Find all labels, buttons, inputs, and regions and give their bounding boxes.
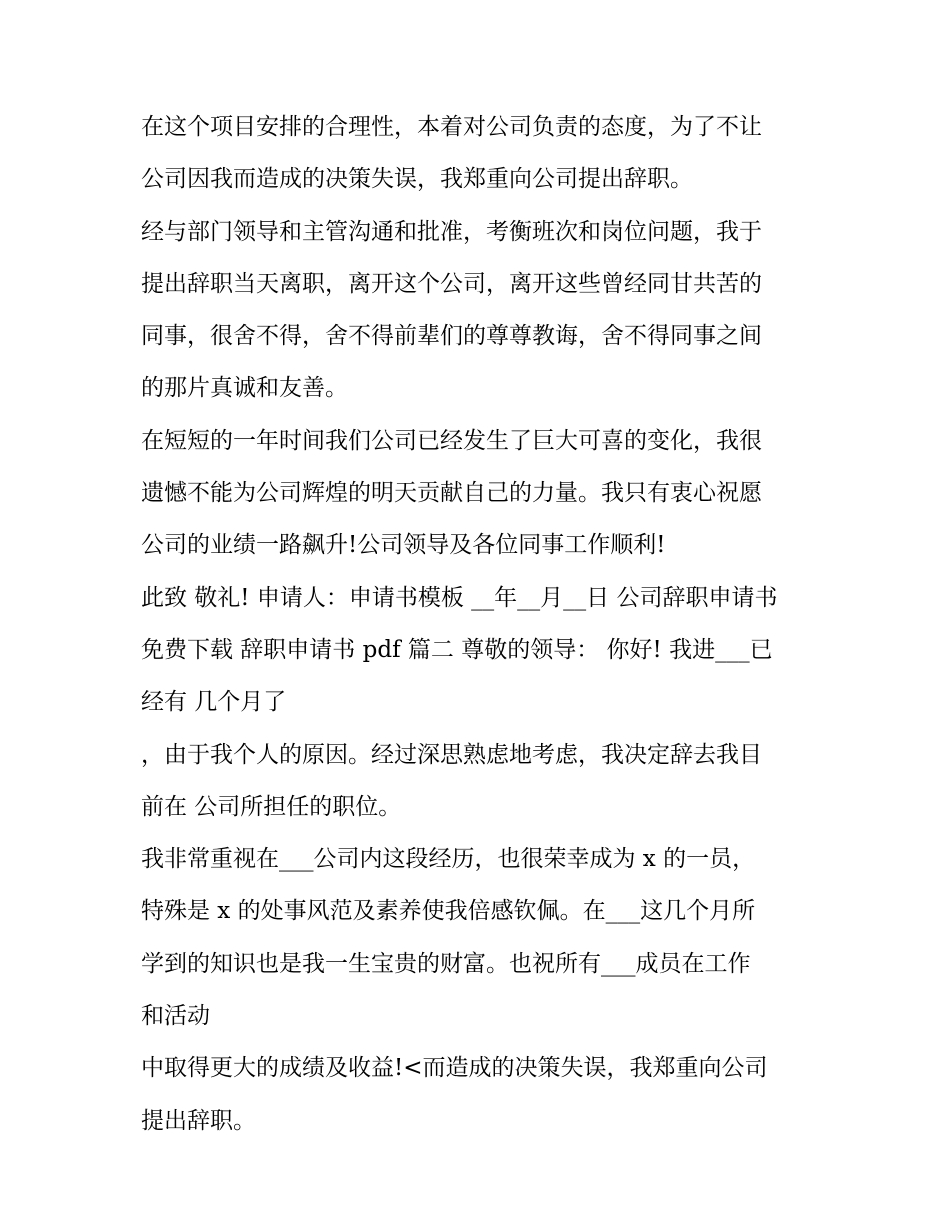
- text-line: 在这个项目安排的合理性，本着对公司负责的态度，为了不让: [141, 114, 762, 140]
- text-line: 我非常重视在___公司内这段经历，也很荣幸成为 x 的一员，: [141, 846, 756, 873]
- text-line: 前在 公司所担任的职位。: [141, 793, 402, 820]
- text-line: 公司因我而造成的决策失误，我郑重向公司提出辞职。: [141, 166, 693, 193]
- text-line: 提出辞职当天离职，离开这个公司，离开这些曾经同甘共苦的: [141, 270, 762, 297]
- text-line: ，由于我个人的原因。经过深思熟虑地考虑，我决定辞去我目: [141, 741, 762, 768]
- text-line: 在短短的一年时间我们公司已经发生了巨大可喜的变化，我很: [141, 427, 762, 454]
- text-line: 遗憾不能为公司辉煌的明天贡献自己的力量。我只有衷心祝愿: [141, 480, 762, 507]
- text-line: 特殊是 x 的处事风范及素养使我倍感钦佩。在___这几个月所: [141, 898, 756, 925]
- text-line: 和活动: [141, 1003, 210, 1030]
- text-line: 学到的知识也是我一生宝贵的财富。也祝所有___成员在工作: [141, 950, 751, 977]
- text-line: 提出辞职。: [141, 1107, 256, 1134]
- text-line: 中取得更大的成绩及收益!<而造成的决策失误，我郑重向公司: [141, 1055, 768, 1082]
- text-line: 同事，很舍不得，舍不得前辈们的尊尊教诲，舍不得同事之间: [141, 323, 762, 350]
- text-line: 免费下载 辞职申请书 pdf 篇二 尊敬的领导： 你好! 我进___已: [141, 636, 773, 663]
- text-line: 的那片真诚和友善。: [141, 375, 348, 402]
- text-line: 公司的业绩一路飙升!公司领导及各位同事工作顺利!: [141, 532, 666, 559]
- text-line: 经有 几个月了: [141, 689, 287, 716]
- text-line: 此致 敬礼! 申请人：申请书模板 __年__月__日 公司辞职申请书: [141, 584, 778, 611]
- text-line: 经与部门领导和主管沟通和批准，考衡班次和岗位问题，我于: [141, 218, 762, 245]
- body-text: [141, 101, 821, 1147]
